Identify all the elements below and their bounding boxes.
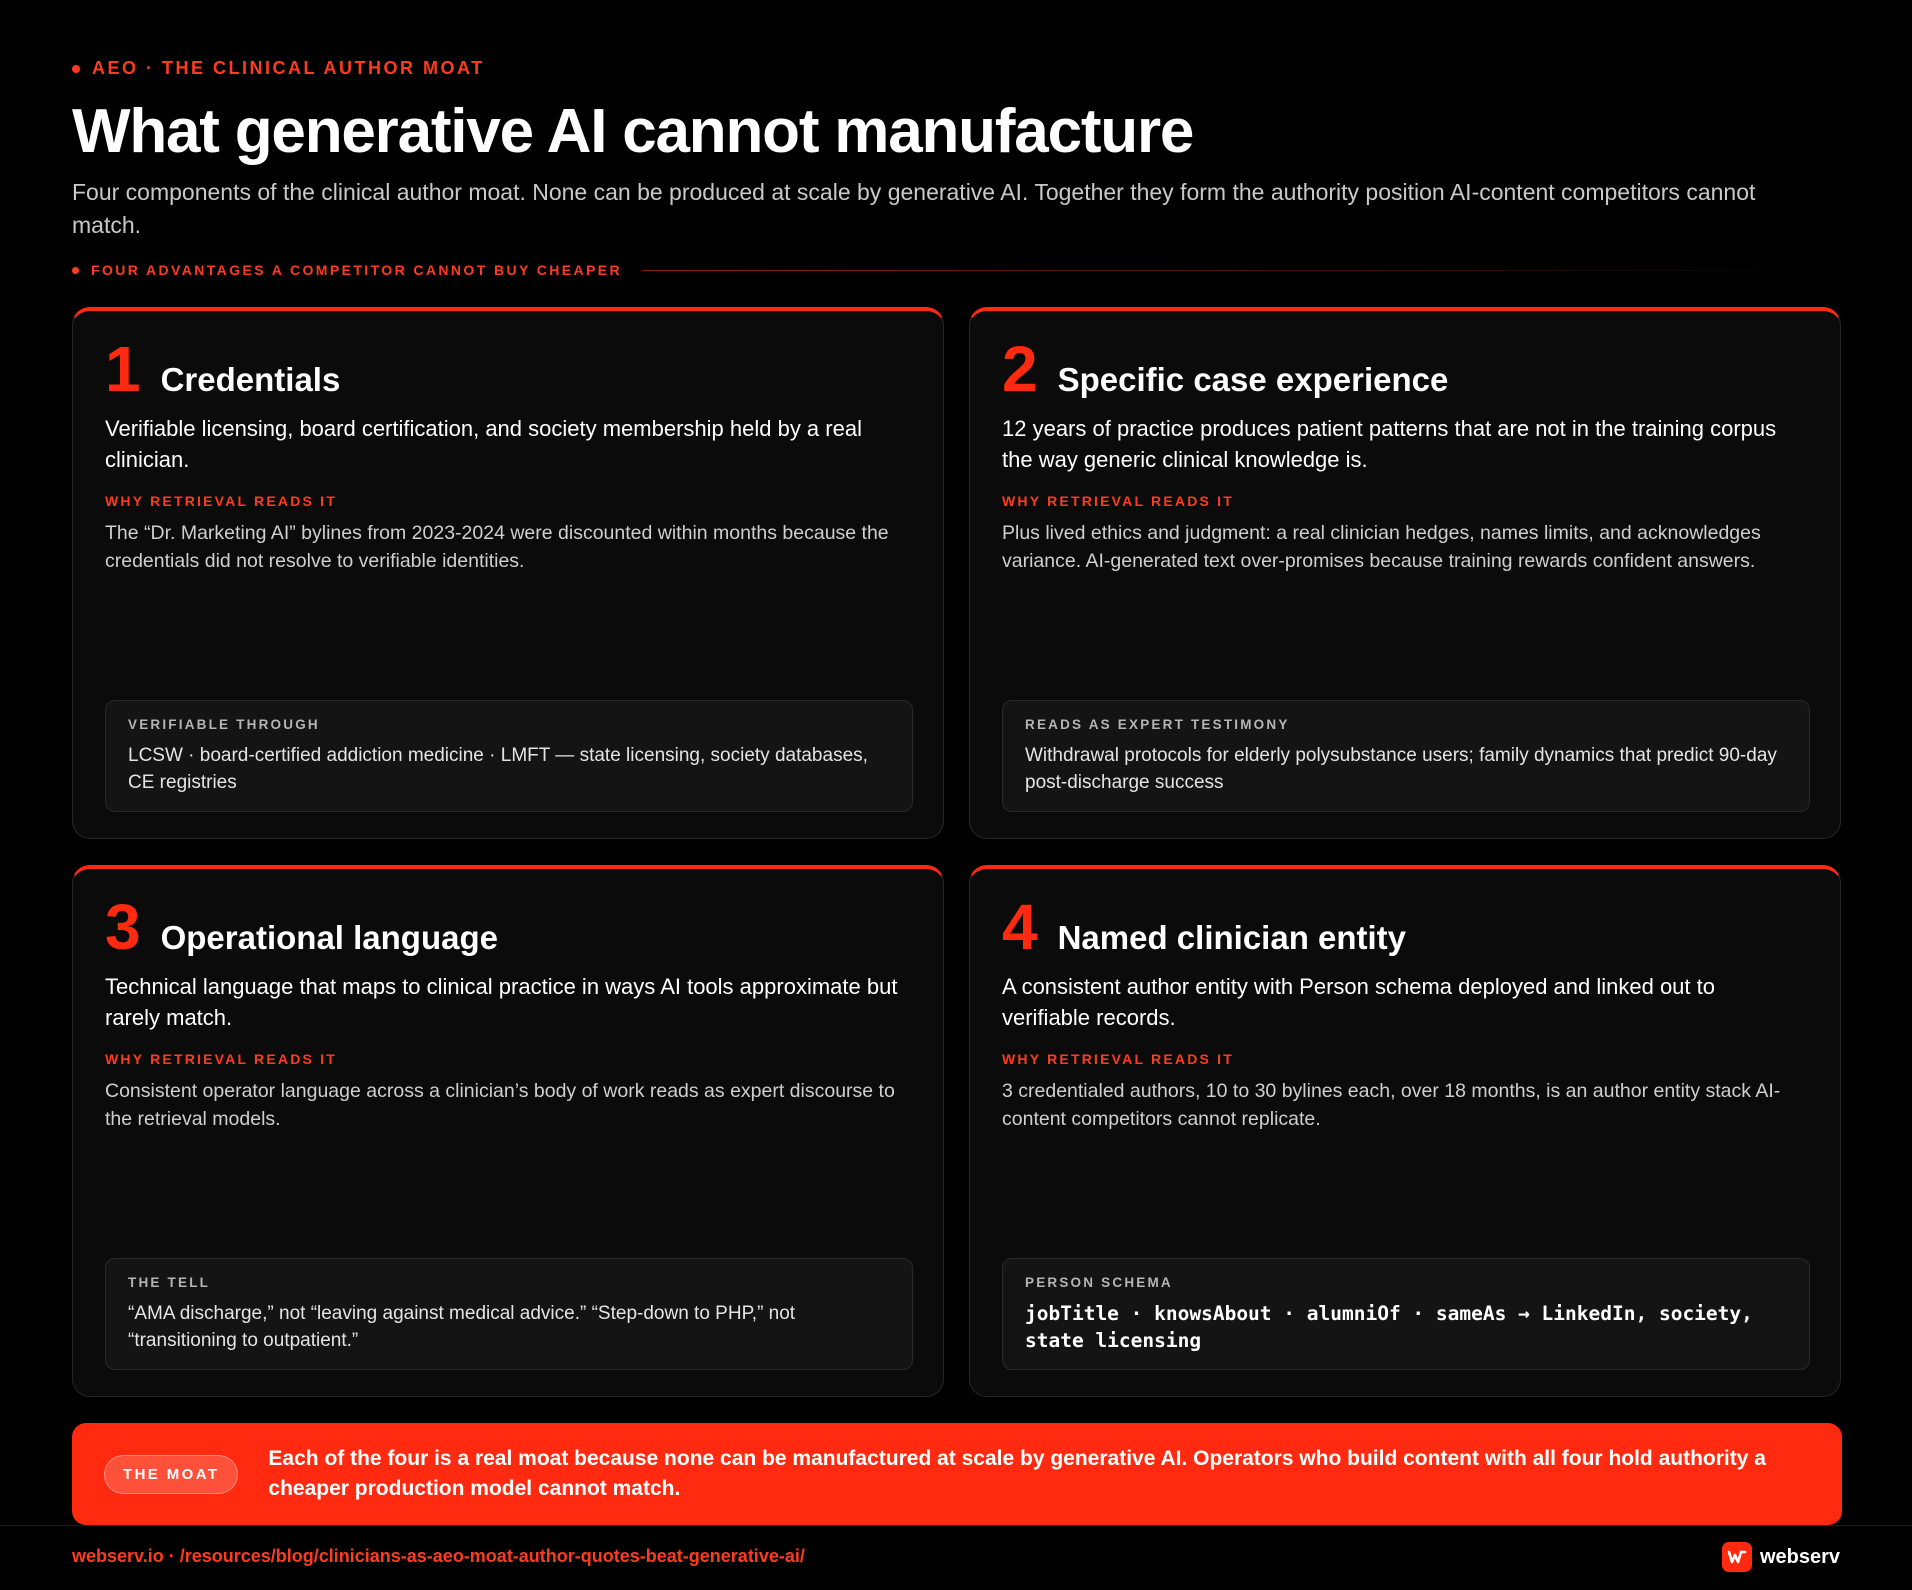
card-header [105, 333, 341, 405]
card-lead: A consistent author entity with Person schema deployed and linked out to verifiable records. [1002, 974, 1715, 1030]
panel-label: VERIFIABLE THROUGH [128, 717, 320, 732]
panel-body: Withdrawal protocols for elderly polysubstance users; family dynamics that predict 90-day post-discharge success [1025, 745, 1777, 793]
panel-body: LCSW · board-certified addiction medicine · LMFT — state licensing, society databases, CE registries [128, 745, 868, 793]
moat-text: Each of the four is a real moat because none can be manufactured at scale by generative AI. Operators who build content with all four hold authority a cheaper production model cannot match. [268, 1447, 1766, 1500]
card-lead: Technical language that maps to clinical practice in ways AI tools approximate but rarely match. [105, 974, 898, 1030]
moat-banner [72, 1423, 1842, 1525]
card-title: Operational language [160, 919, 498, 956]
card-title: Named clinician entity [1057, 919, 1407, 956]
panel-body-code: jobTitle · knowsAbout · alumniOf · sameAs → LinkedIn, society, state licensing [1025, 1302, 1753, 1352]
card-number: 3 [105, 891, 141, 963]
card-header [1002, 891, 1407, 963]
moat-badge: THE MOAT [104, 1455, 238, 1494]
why-label: WHY RETRIEVAL READS IT [105, 1051, 337, 1067]
why-body: Plus lived ethics and judgment: a real clinician hedges, names limits, and acknowledges variance. AI-generated text over-promises because training rewards confident answers. [1002, 522, 1761, 572]
card-operational-language [72, 865, 944, 1397]
card-panel [105, 700, 913, 812]
card-number: 4 [1002, 891, 1038, 963]
section-label-text: FOUR ADVANTAGES A COMPETITOR CANNOT BUY CHEAPER [91, 262, 623, 278]
panel-body: “AMA discharge,” not “leaving against medical advice.” “Step-down to PHP,” not “transitioning to outpatient.” [128, 1303, 796, 1351]
why-label: WHY RETRIEVAL READS IT [1002, 1051, 1234, 1067]
eyebrow [72, 58, 485, 79]
card-number: 2 [1002, 333, 1038, 405]
eyebrow-text: AEO · THE CLINICAL AUTHOR MOAT [92, 58, 485, 78]
footer-url-link[interactable]: webserv.io · /resources/blog/clinicians-as-aeo-moat-author-quotes-beat-generative-ai/ [72, 1546, 805, 1566]
card-title: Credentials [160, 361, 341, 398]
why-label: WHY RETRIEVAL READS IT [105, 493, 337, 509]
why-label: WHY RETRIEVAL READS IT [1002, 493, 1234, 509]
card-panel [1002, 700, 1810, 812]
card-named-clinician-entity [969, 865, 1841, 1397]
card-specific-case-experience [969, 307, 1841, 839]
card-title: Specific case experience [1057, 361, 1449, 398]
brand-logo[interactable] [1722, 1542, 1840, 1572]
card-lead: Verifiable licensing, board certification, and society membership held by a real clinician. [105, 416, 862, 472]
card-lead: 12 years of practice produces patient patterns that are not in the training corpus the way generic clinical knowledge is. [1002, 416, 1777, 472]
why-body: 3 credentialed authors, 10 to 30 bylines each, over 18 months, is an author entity stack AI-content competitors cannot replicate. [1002, 1080, 1781, 1130]
bullet-dot-icon [72, 65, 80, 73]
card-panel [105, 1258, 913, 1370]
why-body: Consistent operator language across a clinician’s body of work reads as expert discourse to the retrieval models. [105, 1080, 895, 1130]
card-number: 1 [105, 333, 141, 405]
card-header [1002, 333, 1449, 405]
brand-name: webserv [1759, 1545, 1840, 1568]
section-label [72, 262, 1842, 278]
webserv-logo-icon [1722, 1542, 1752, 1572]
section-divider [642, 270, 1842, 271]
why-body: The “Dr. Marketing AI” bylines from 2023-2024 were discounted within months because the credentials did not resolve to verifiable identities. [105, 522, 889, 572]
panel-label: PERSON SCHEMA [1025, 1275, 1173, 1290]
page-title: What generative AI cannot manufacture [72, 97, 1194, 166]
card-credentials [72, 307, 944, 839]
bullet-dot-icon [72, 267, 79, 274]
card-header [105, 891, 498, 963]
page-subtitle: Four components of the clinical author moat. None can be produced at scale by generative AI. Together they form the authority position AI-content competitors cannot match. [72, 179, 1756, 238]
panel-label: THE TELL [128, 1275, 211, 1290]
panel-label: READS AS EXPERT TESTIMONY [1025, 717, 1290, 732]
card-panel [1002, 1258, 1810, 1370]
footer-divider [0, 1525, 1912, 1526]
